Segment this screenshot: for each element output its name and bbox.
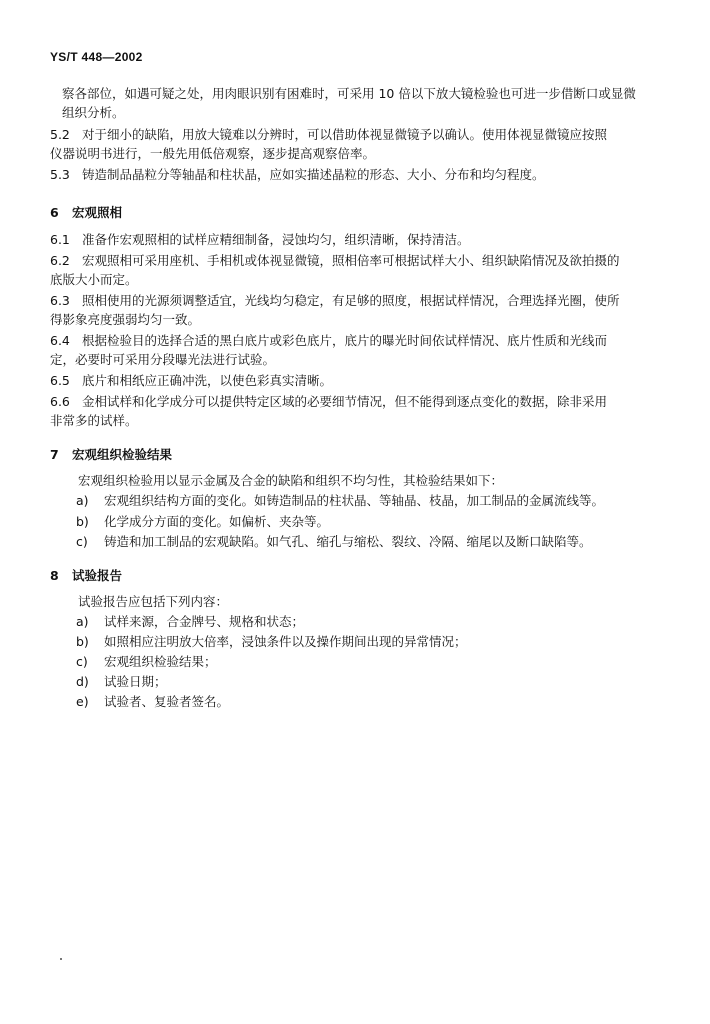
clause-number: 6.5 [50, 373, 70, 388]
clause-text: 照相使用的光源须调整适宜，光线均匀稳定，有足够的照度，根据试样情况，合理选择光圈，使所 [82, 293, 620, 308]
body-line: 组织分析。 [62, 105, 125, 120]
section-7-heading [50, 445, 172, 463]
clause-6-4 [50, 333, 675, 349]
section-number: 8 [50, 568, 59, 583]
list-text: 宏观组织检验结果； [104, 654, 217, 669]
list-item [76, 614, 304, 630]
list-item [76, 493, 604, 509]
section-8-heading [50, 566, 122, 584]
section-title: 宏观照相 [72, 205, 123, 220]
list-text: 试验日期； [104, 674, 167, 689]
clause-6-3-cont: 得影象亮度强弱均匀一致。 [50, 312, 201, 327]
clause-6-6-cont: 非常多的试样。 [50, 413, 138, 428]
clause-6-2 [50, 253, 675, 269]
clause-number: 5.2 [50, 127, 70, 142]
section-7-intro: 宏观组织检验用以显示金属及合金的缺陷和组织不均匀性，其检验结果如下： [78, 473, 504, 488]
list-item [76, 674, 167, 690]
list-text: 铸造和加工制品的宏观缺陷。如气孔、缩孔与缩松、裂纹、冷隔、缩尾以及断口缺陷等。 [104, 534, 592, 549]
scan-speck [60, 958, 62, 960]
list-label: b) [76, 634, 89, 649]
clause-text: 对于细小的缺陷，用放大镜难以分辨时，可以借助体视显微镜予以确认。使用体视显微镜应按照 [82, 127, 608, 142]
clause-text: 底片和相纸应正确冲洗，以使色彩真实清晰。 [82, 373, 333, 388]
list-item [76, 694, 229, 710]
clause-5-2-cont: 仪器说明书进行，一般先用低倍观察，逐步提高观察倍率。 [50, 146, 376, 161]
standard-code-header: YS/T 448—2002 [50, 50, 143, 64]
list-label: c) [76, 654, 88, 669]
clause-number: 6.4 [50, 333, 70, 348]
list-label: a) [76, 493, 89, 508]
list-item [76, 654, 217, 670]
list-item [76, 634, 467, 650]
list-label: a) [76, 614, 89, 629]
clause-number: 6.6 [50, 394, 70, 409]
section-8-intro: 试验报告应包括下列内容： [78, 594, 229, 609]
list-label: b) [76, 514, 89, 529]
clause-6-5 [50, 373, 675, 389]
clause-number: 6.3 [50, 293, 70, 308]
list-text: 宏观组织结构方面的变化。如铸造制品的柱状晶、等轴晶、枝晶，加工制品的金属流线等。 [104, 493, 605, 508]
clause-text: 准备作宏观照相的试样应精细制备，浸蚀均匀，组织清晰，保持清洁。 [82, 232, 470, 247]
list-item [76, 534, 592, 550]
list-label: d) [76, 674, 89, 689]
clause-6-2-cont: 底版大小而定。 [50, 272, 138, 287]
section-title: 宏观组织检验结果 [72, 447, 173, 462]
clause-number: 6.2 [50, 253, 70, 268]
clause-5-2 [50, 127, 675, 143]
clause-number: 6.1 [50, 232, 70, 247]
clause-6-1 [50, 232, 675, 248]
clause-6-6 [50, 394, 675, 410]
clause-text: 铸造制品晶粒分等轴晶和柱状晶，应如实描述晶粒的形态、大小、分布和均匀程度。 [82, 167, 545, 182]
section-number: 6 [50, 205, 59, 220]
clause-text: 根据检验目的选择合适的黑白底片或彩色底片，底片的曝光时间依试样情况、底片性质和光线而 [82, 333, 608, 348]
section-6-heading [50, 203, 122, 221]
clause-6-4-cont: 定，必要时可采用分段曝光法进行试验。 [50, 352, 276, 367]
list-label: e) [76, 694, 89, 709]
clause-5-3 [50, 167, 675, 183]
clause-6-3 [50, 293, 675, 309]
list-text: 试验者、复验者签名。 [104, 694, 230, 709]
body-line: 察各部位，如遇可疑之处，用肉眼识别有困难时，可采用 10 倍以下放大镜检验也可进一步借断口或显微 [62, 86, 636, 101]
list-item [76, 514, 329, 530]
list-label: c) [76, 534, 88, 549]
list-text: 化学成分方面的变化。如偏析、夹杂等。 [104, 514, 330, 529]
section-title: 试验报告 [72, 568, 123, 583]
clause-number: 5.3 [50, 167, 70, 182]
clause-text: 金相试样和化学成分可以提供特定区域的必要细节情况，但不能得到逐点变化的数据，除非采用 [82, 394, 608, 409]
section-number: 7 [50, 447, 59, 462]
clause-text: 宏观照相可采用座机、手相机或体视显微镜，照相倍率可根据试样大小、组织缺陷情况及欲拍摄的 [82, 253, 620, 268]
list-text: 试样来源，合金牌号、规格和状态； [104, 614, 305, 629]
list-text: 如照相应注明放大倍率，浸蚀条件以及操作期间出现的异常情况； [104, 634, 467, 649]
